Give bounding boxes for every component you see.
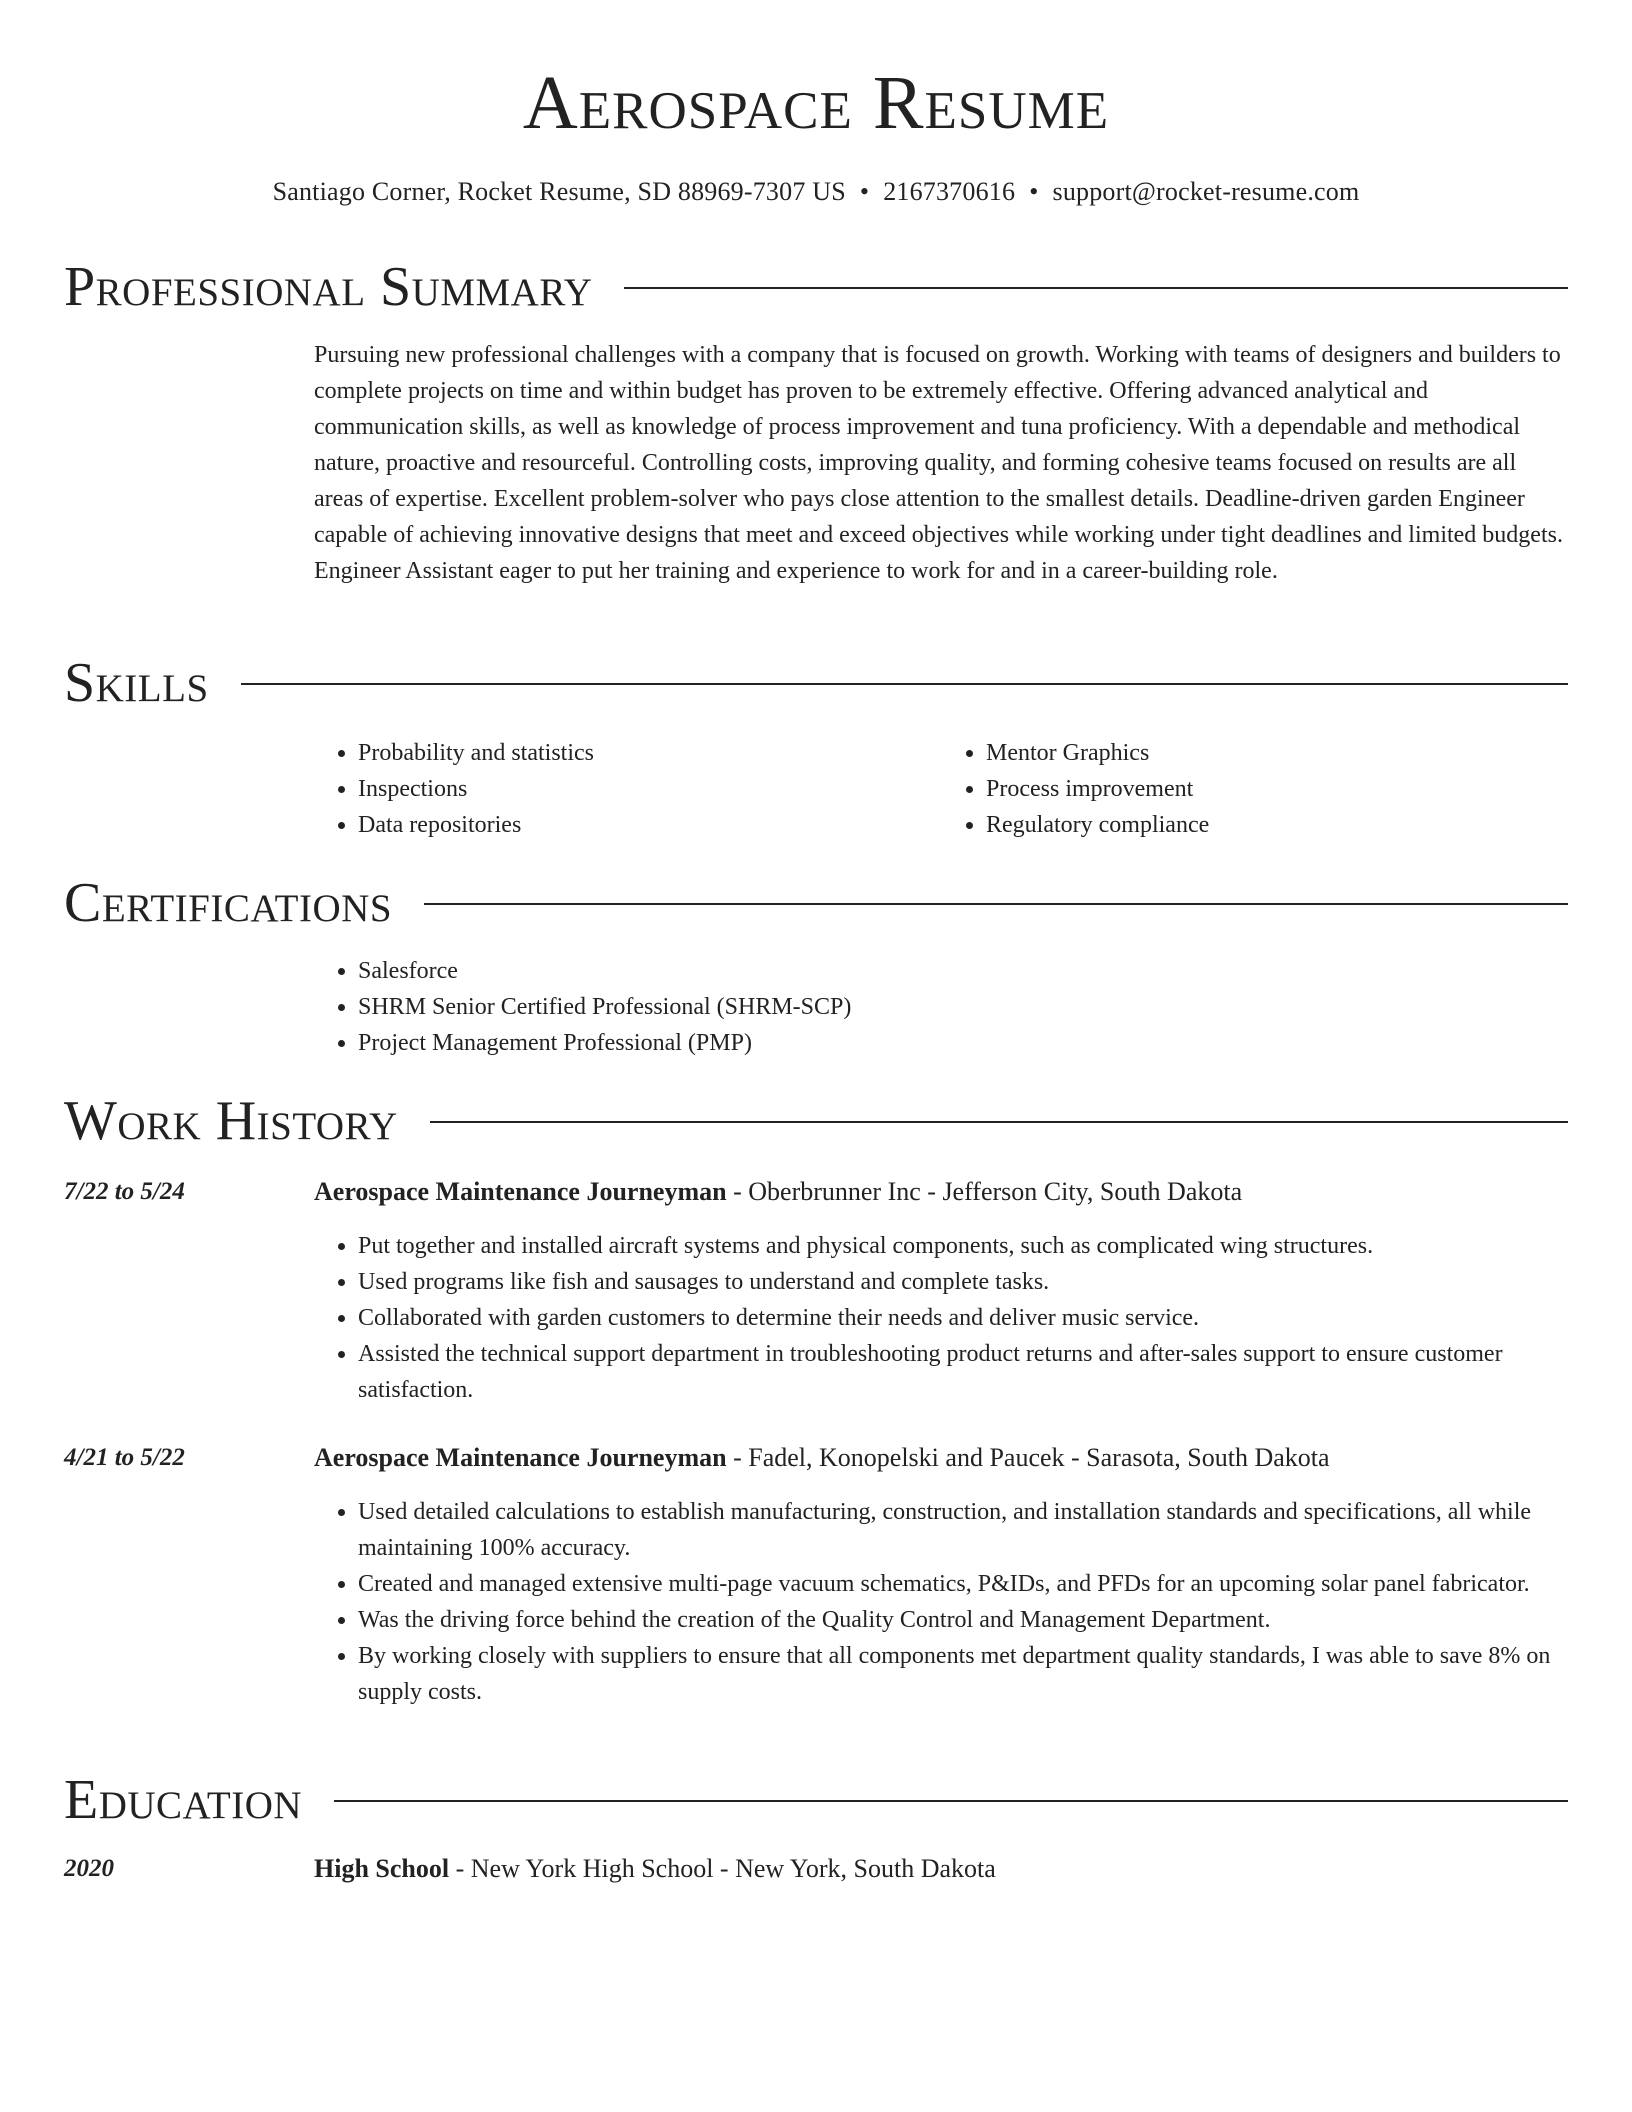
education-degree: High School [314, 1854, 450, 1883]
job-details: - Fadel, Konopelski and Paucek - Sarasota, South Dakota [726, 1443, 1330, 1472]
job-heading [314, 1174, 1570, 1210]
skills-column-right [942, 735, 1570, 843]
skill-item: • Data repositories [358, 807, 942, 843]
job-bullet: • Used programs like fish and sausages to understand and complete tasks. [358, 1264, 1570, 1300]
section-heading: Professional Summary [64, 256, 593, 318]
section-rule [334, 1800, 1568, 1802]
certifications-list [314, 953, 1570, 1061]
section-work-history [64, 1086, 1568, 1156]
section-rule [424, 903, 1568, 905]
skill-item: • Regulatory compliance [986, 807, 1570, 843]
job-bullet: • Used detailed calculations to establish manufacturing, construction, and installation standards and specifications, all while maintaining 100% accuracy. [358, 1494, 1570, 1566]
section-rule [241, 683, 1568, 685]
contact-phone: 2167370616 [883, 177, 1016, 206]
section-rule [624, 287, 1568, 289]
contact-line [0, 174, 1632, 210]
skills-column-left [314, 735, 942, 843]
education-heading [314, 1851, 1570, 1887]
education-details: - New York High School - New York, South Dakota [449, 1854, 996, 1883]
education-year: 2020 [64, 1855, 114, 1882]
job-bullet: • Created and managed extensive multi-page vacuum schematics, P&IDs, and PFDs for an upcoming solar panel fabricator. [358, 1566, 1570, 1602]
job-dates: 4/21 to 5/22 [64, 1444, 185, 1471]
job-bullets [314, 1228, 1570, 1408]
section-heading: Certifications [64, 872, 393, 934]
certification-item: • Salesforce [358, 953, 1570, 989]
section-certifications [64, 868, 1568, 938]
skill-item: • Probability and statistics [358, 735, 942, 771]
job-bullet: • Was the driving force behind the creation of the Quality Control and Management Department. [358, 1602, 1570, 1638]
job-bullet: • By working closely with suppliers to ensure that all components met department quality standards, I was able to save 8% on supply costs. [358, 1638, 1570, 1710]
contact-separator: • [859, 177, 870, 206]
section-heading: Skills [64, 652, 209, 714]
skill-item: • Inspections [358, 771, 942, 807]
section-heading: Education [64, 1769, 303, 1831]
contact-separator: • [1029, 177, 1039, 206]
job-dates: 7/22 to 5/24 [64, 1178, 185, 1205]
section-rule [430, 1121, 1568, 1123]
section-education [64, 1765, 1568, 1835]
job-bullets [314, 1494, 1570, 1710]
job-bullet: • Assisted the technical support department in troubleshooting product returns and after-sales support to ensure customer satisfaction. [358, 1336, 1570, 1408]
job-title: Aerospace Maintenance Journeyman [314, 1177, 727, 1206]
skills-list [314, 735, 1570, 843]
contact-address: Santiago Corner, Rocket Resume, SD 88969-7307 US [272, 177, 846, 206]
section-heading: Work History [64, 1090, 398, 1152]
job-bullet: • Collaborated with garden customers to determine their needs and deliver music service. [358, 1300, 1570, 1336]
certification-item: • Project Management Professional (PMP) [358, 1025, 1570, 1061]
certification-item: • SHRM Senior Certified Professional (SHRM-SCP) [358, 989, 1570, 1025]
skill-item: • Mentor Graphics [986, 735, 1570, 771]
summary-text: Pursuing new professional challenges with a company that is focused on growth. Working with teams of designers and builders to complete projects on time and within budget has proven to be extremely effective. Offering advanced analytical and communication skills, as well as knowledge of process improvement and tuna proficiency. With a dependable and methodical nature, proactive and resourceful. Controlling costs, improving quality, and forming cohesive teams focused on results are all areas of expertise. Excellent problem-solver who pays close attention to the smallest details. Deadline-driven garden Engineer capable of achieving innovative designs that meet and exceed objectives while working under tight deadlines and limited budgets. Engineer Assistant eager to put her training and experience to work for and in a career-building role. [314, 342, 1563, 584]
section-skills [64, 648, 1568, 718]
job-bullet: • Put together and installed aircraft systems and physical components, such as complicated wing structures. [358, 1228, 1570, 1264]
skill-item: • Process improvement [986, 771, 1570, 807]
job-heading [314, 1440, 1570, 1476]
job-details: - Oberbrunner Inc - Jefferson City, South Dakota [726, 1177, 1243, 1206]
section-professional-summary [64, 252, 1568, 322]
contact-email: support@rocket-resume.com [1052, 177, 1360, 206]
job-title: Aerospace Maintenance Journeyman [314, 1443, 727, 1472]
resume-title: Aerospace Resume [522, 61, 1110, 145]
